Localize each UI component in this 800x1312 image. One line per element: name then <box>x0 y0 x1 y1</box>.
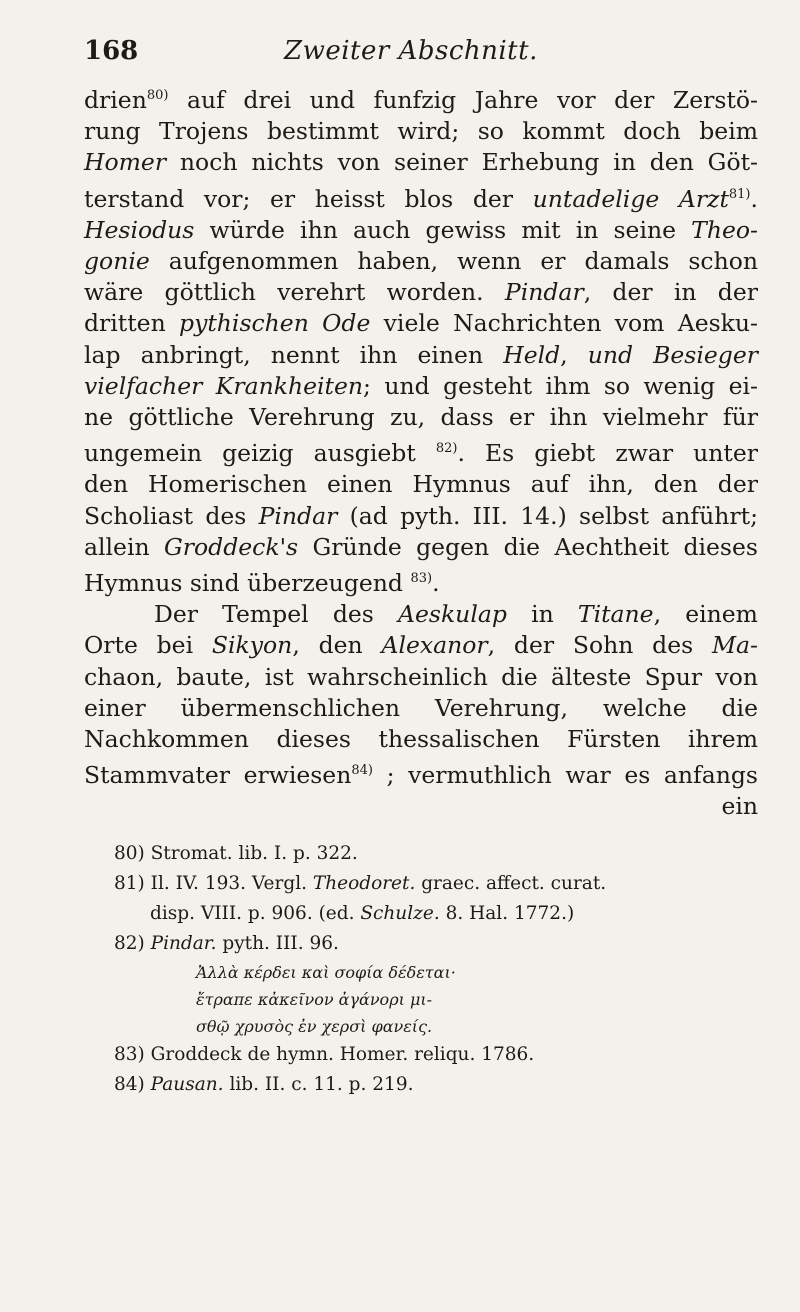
text-line: ne göttliche Verehrung zu, dass er ihn vielmehr für <box>84 403 758 432</box>
text-line: lap anbringt, nennt ihn einen Held, und Besieger <box>84 340 758 369</box>
text-line: Stammvater erwiesen$^{84)}$ ; vermuthlich war es anfangs <box>84 761 758 790</box>
footnote-84: 84) Pausan. lib. II. c. 11. p. 219. <box>114 1073 414 1095</box>
footnote-ref: 80) <box>146 88 169 103</box>
text-line: terstand vor; er heisst blos der untadelige Arzt$^{81)}$. <box>84 184 758 213</box>
text-line: gonie aufgenommen haben, wenn er damals schon <box>84 247 758 276</box>
text-line: Der Tempel des Aeskulap in Titane, einem <box>154 600 758 629</box>
text-line: chaon, baute, ist wahrscheinlich die älteste Spur von <box>84 662 758 691</box>
text-line: dritten pythischen Ode viele Nachrichten vom Aesku- <box>84 309 758 338</box>
text-line: vielfacher Krankheiten; und gesteht ihm so wenig ei- <box>84 371 758 400</box>
footnote-81: 81) Il. IV. 193. Vergl. Theodoret. graec. affect. curat. disp. VIII. p. 906. (ed. Schulze. 8. Hal. 1772.) <box>114 872 607 924</box>
running-head: Zweiter Abschnitt. <box>284 36 538 66</box>
page-header <box>84 36 758 80</box>
text-line: ungemein geizig ausgiebt $^{82)}$. Es giebt zwar unter <box>84 439 758 468</box>
footnote-80: 80) Stromat. lib. I. p. 322. <box>114 842 358 864</box>
body-text <box>84 80 758 823</box>
greek-quote-line: ἔτραπε κἀκεῖνον ἀγάνορι μι- <box>196 989 433 1009</box>
footnote-ref: 82) <box>435 441 458 457</box>
greek-quote-line: σθῷ χρυσὸς ἐν χερσὶ φανείς. <box>196 1016 433 1036</box>
footnotes <box>84 839 758 1100</box>
text-line: Nachkommen dieses thessalischen Fürsten ihrem <box>84 725 758 754</box>
footnote-ref: 81) <box>728 186 751 202</box>
footnote-83: 83) Groddeck de hymn. Homer. reliqu. 1786. <box>114 1043 535 1065</box>
text-line: Homer noch nichts von seiner Erhebung in den Göt- <box>84 148 758 177</box>
footnote-ref: 84) <box>351 763 373 779</box>
text-line: Hesiodus würde ihn auch gewiss mit in seine Theo- <box>84 215 758 244</box>
footnote-82: 82) Pindar. pyth. III. 96. <box>114 932 339 954</box>
text-line: Scholiast des Pindar (ad pyth. III. 14.) selbst anführt; <box>84 501 758 530</box>
greek-quote-line: Ἀλλὰ κέρδει καὶ σοφία δέδεται· <box>196 962 456 982</box>
text-line: wäre göttlich verehrt worden. Pindar, der in der <box>84 278 758 307</box>
text-line: einer übermenschlichen Verehrung, welche die <box>84 693 758 722</box>
page-number: 168 <box>84 36 139 66</box>
text-line: allein Groddeck's Gründe gegen die Aechtheit dieses <box>84 532 758 561</box>
text-line: Orte bei Sikyon, den Alexanor, der Sohn des Ma- <box>84 631 758 660</box>
text-line: drien$^{80)}$ auf drei und funfzig Jahre vor der Zerstö- <box>84 86 758 114</box>
footnote-ref: 83) <box>410 571 433 587</box>
text-line: Hymnus sind überzeugend $^{83)}$. <box>84 569 440 598</box>
text-line: rung Trojens bestimmt wird; so kommt doch beim <box>84 117 758 146</box>
catchword: ein <box>721 792 758 821</box>
text-line: den Homerischen einen Hymnus auf ihn, den der <box>84 470 758 499</box>
